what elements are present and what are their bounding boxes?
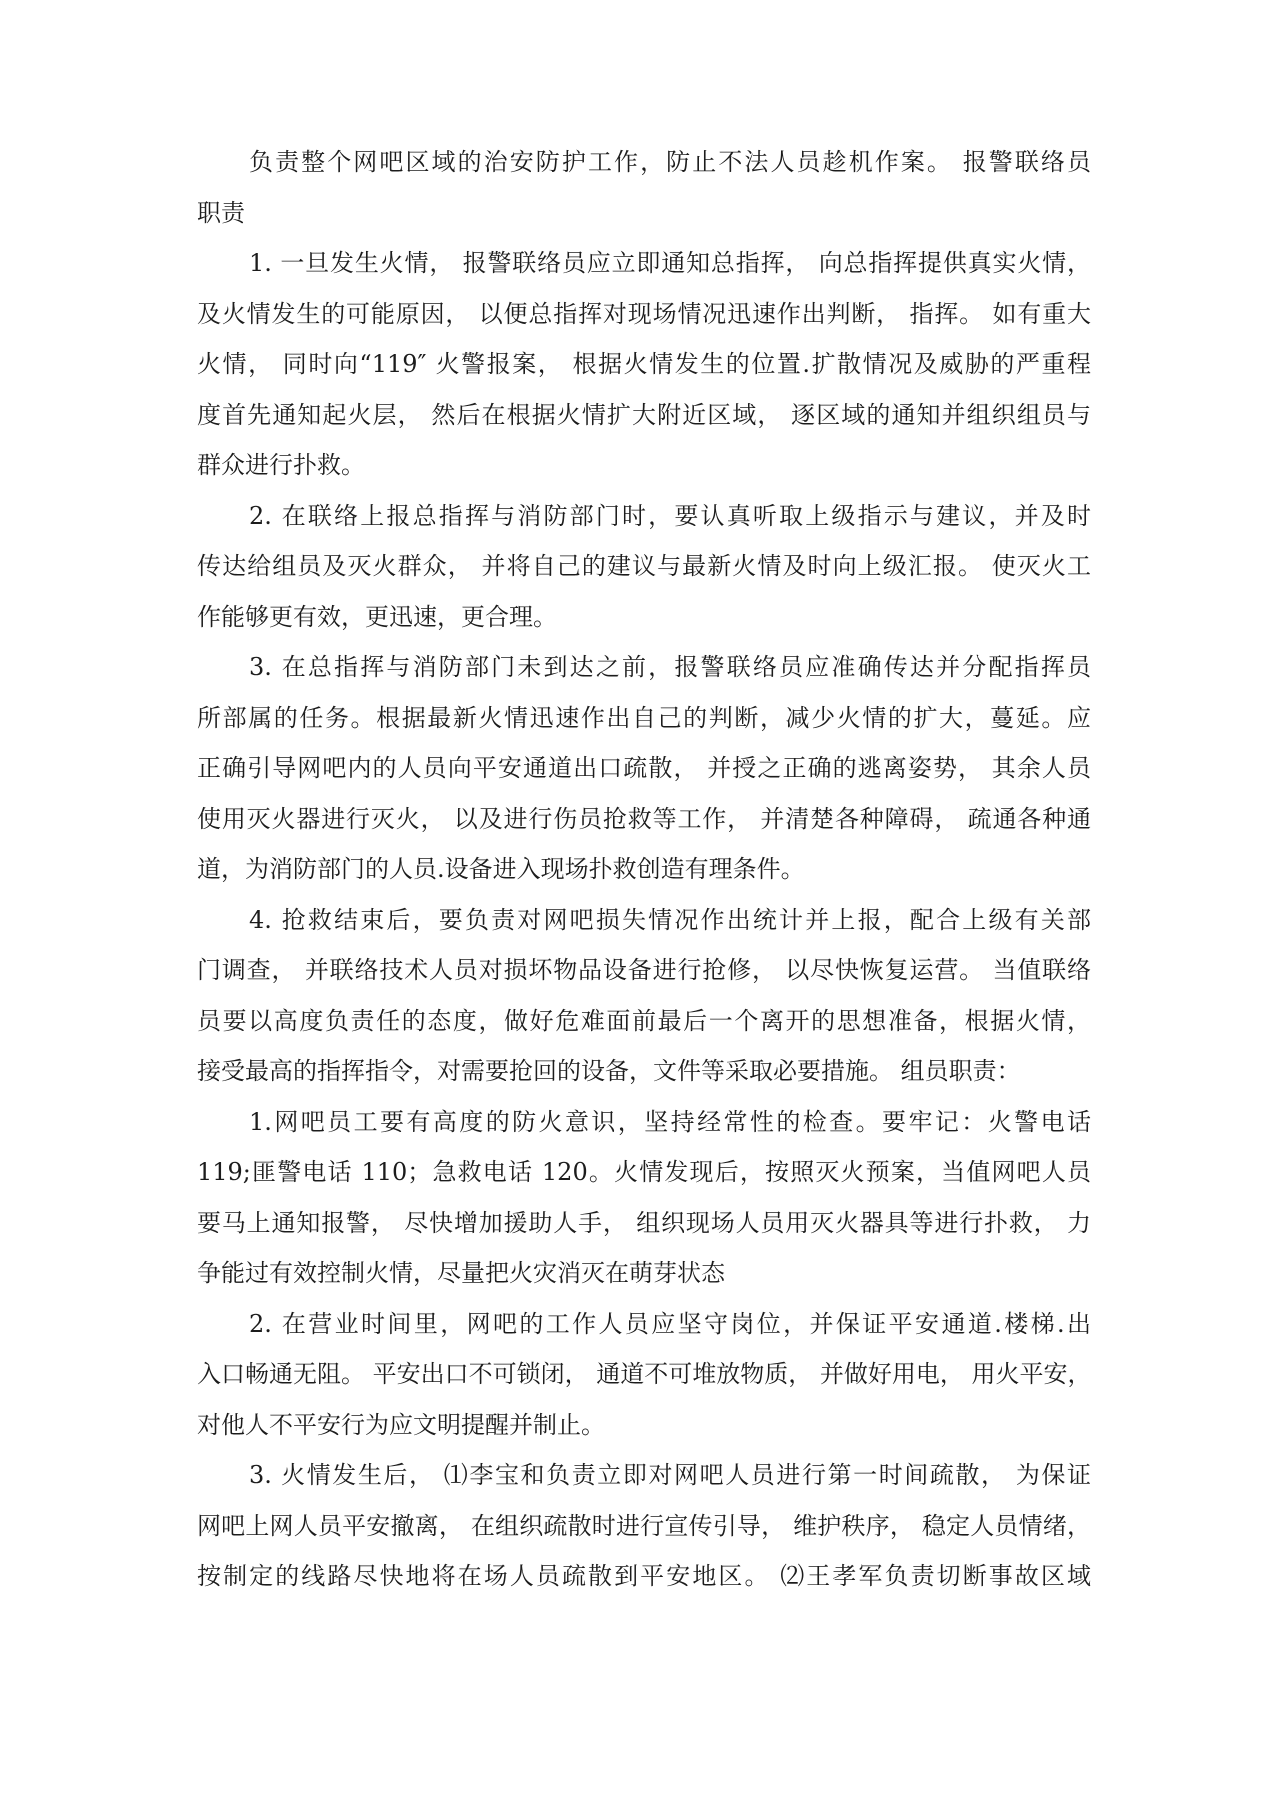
text-line: 员要以高度负责任的态度，做好危难面前最后一个离开的思想准备，根据火情， [197,1006,1091,1035]
text-line: 道，为消防部门的人员.设备进入现场扑救创造有理条件。 [197,855,805,883]
text-line: 3. 火情发生后， ⑴李宝和负责立即对网吧人员进行第一时间疏散， 为保证 [249,1461,1091,1489]
text-line: 作能够更有效，更迅速，更合理。 [197,602,557,631]
text-line: 正确引导网吧内的人员向平安通道出口疏散， 并授之正确的逃离姿势， 其余人员 [197,754,1091,782]
text-line: 火情， 同时向“119″ 火警报案， 根据火情发生的位置.扩散情况及威胁的严重程 [197,350,1091,378]
text-line: 网吧上网人员平安撤离， 在组织疏散时进行宣传引导， 维护秩序， 稳定人员情绪， [197,1511,1091,1540]
text-line: 负责整个网吧区域的治安防护工作，防止不法人员趁机作案。 报警联络员 [249,148,1091,176]
text-line: 所部属的任务。根据最新火情迅速作出自己的判断，减少火情的扩大，蔓延。应 [197,703,1091,732]
document-body [197,137,1091,1602]
text-line: 群众进行扑救。 [197,451,365,479]
text-line: 接受最高的指挥指令，对需要抢回的设备，文件等采取必要措施。 组员职责： [197,1057,1021,1085]
paragraph [197,1299,1091,1451]
text-line: 及火情发生的可能原因， 以便总指挥对现场情况迅速作出判断， 指挥。 如有重大 [197,299,1091,328]
text-line: 入口畅通无阻。 平安出口不可锁闭， 通道不可堆放物质， 并做好用电， 用火平安， [197,1360,1092,1388]
text-line: 按制定的线路尽快地将在场人员疏散到平安地区。 ⑵王孝军负责切断事故区域 [197,1562,1091,1590]
text-line: 2. 在联络上报总指挥与消防部门时，要认真听取上级指示与建议，并及时 [249,501,1091,530]
text-line: 对他人不平安行为应文明提醒并制止。 [197,1410,605,1439]
paragraph [197,491,1091,643]
text-line: 1.网吧员工要有高度的防火意识，坚持经常性的检查。要牢记：火警电话 [249,1107,1091,1136]
paragraph [197,1450,1091,1602]
paragraph [197,1097,1091,1299]
paragraph [197,137,1091,238]
text-line: 争能过有效控制火情，尽量把火灾消灭在萌芽状态 [197,1259,725,1287]
text-line: 度首先通知起火层， 然后在根据火情扩大附近区域， 逐区域的通知并组织组员与 [197,400,1091,429]
text-line: 119;匪警电话 110；急救电话 120。火情发现后，按照灭火预案，当值网吧人员 [197,1158,1091,1186]
text-line: 门调查， 并联络技术人员对损坏物品设备进行抢修， 以尽快恢复运营。 当值联络 [197,956,1091,984]
text-line: 3. 在总指挥与消防部门未到达之前，报警联络员应准确传达并分配指挥员 [249,653,1091,681]
text-line: 要马上通知报警， 尽快增加援助人手， 组织现场人员用灭火器具等进行扑救， 力 [197,1208,1091,1237]
paragraph [197,895,1091,1097]
text-line: 职责 [197,198,245,227]
paragraph [197,642,1091,895]
text-line: 4. 抢救结束后，要负责对网吧损失情况作出统计并上报，配合上级有关部 [249,905,1091,934]
text-line: 1. 一旦发生火情， 报警联络员应立即通知总指挥， 向总指挥提供真实火情， [249,249,1091,277]
text-line: 传达给组员及灭火群众， 并将自己的建议与最新火情及时向上级汇报。 使灭火工 [197,552,1091,580]
text-line: 2. 在营业时间里，网吧的工作人员应坚守岗位，并保证平安通道.楼梯.出 [249,1309,1091,1338]
paragraph [197,238,1091,491]
text-line: 使用灭火器进行灭火， 以及进行伤员抢救等工作， 并清楚各种障碍， 疏通各种通 [197,804,1091,833]
